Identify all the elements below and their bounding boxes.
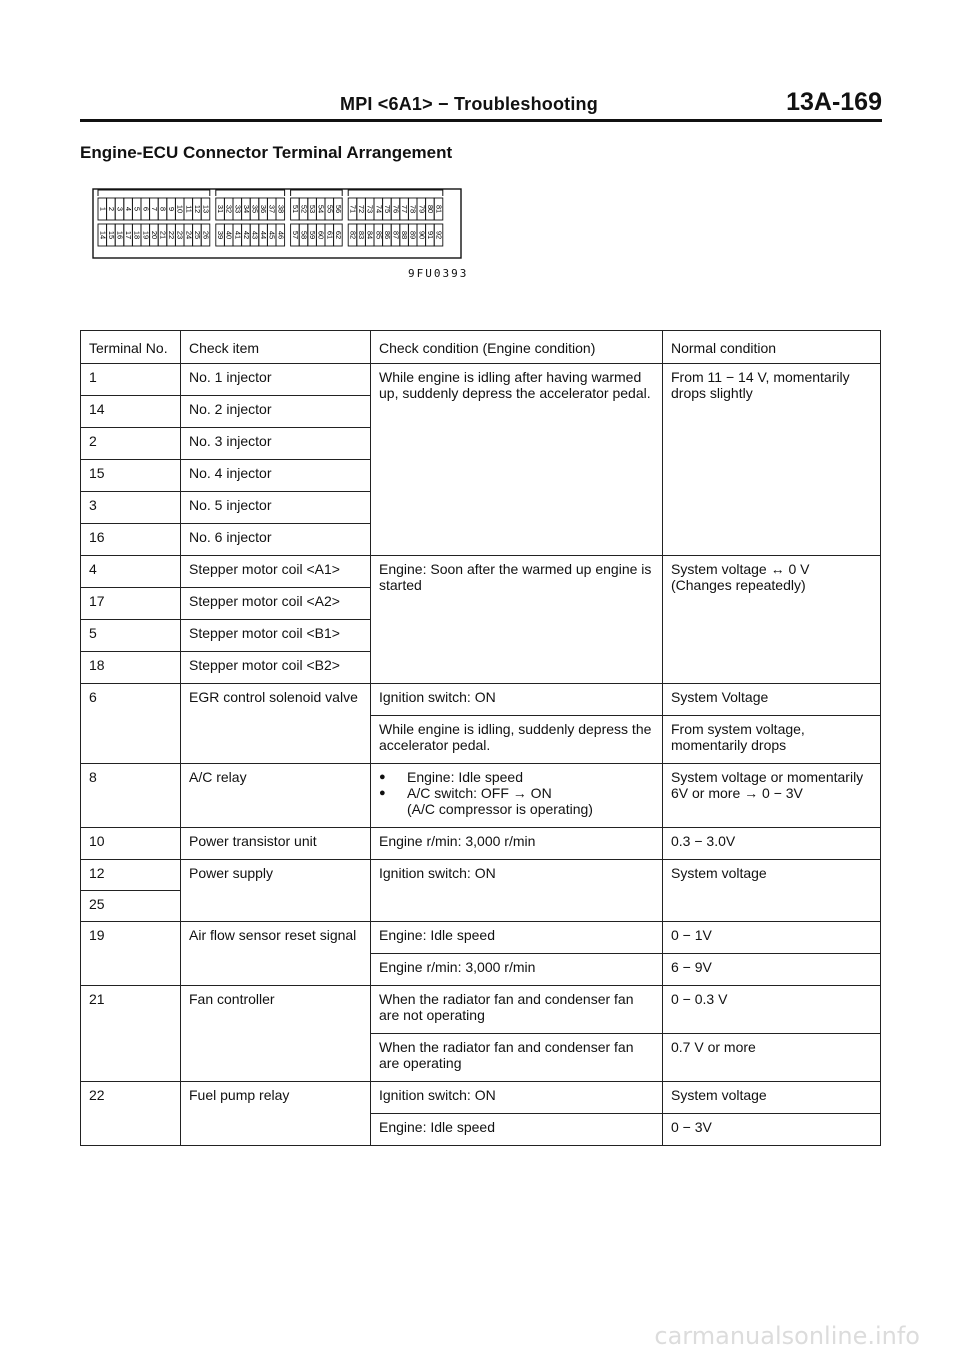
connector-terminal-number: 39 [216,230,226,240]
terminal-no: 18 [81,652,181,684]
connector-terminal-number: 84 [365,230,375,240]
check-condition: While engine is idling, suddenly depress the accelerator pedal. [371,716,663,764]
check-condition: Ignition switch: ON [371,684,663,716]
connector-terminal-number: 57 [290,230,300,240]
normal-condition: 0 − 1V [663,922,881,954]
check-item: No. 2 injector [181,396,371,428]
check-item: Stepper motor coil <A2> [181,588,371,620]
connector-terminal-number: 1 [98,206,108,212]
connector-terminal-number: 8 [158,206,168,212]
connector-terminal-number: 79 [417,204,427,214]
connector-terminal-number: 43 [250,230,260,240]
normal-condition: System voltage ↔ 0 V (Changes repeatedly) [663,556,881,684]
connector-terminal-number: 34 [241,204,251,214]
connector-terminal-number: 12 [192,204,202,214]
connector-terminal-number: 88 [400,230,410,240]
check-item: Stepper motor coil <B2> [181,652,371,684]
connector-terminal-number: 6 [141,206,151,212]
normal-condition: From system voltage, momentarily drops [663,716,881,764]
terminal-table [80,330,881,1146]
connector-terminal-number: 22 [167,230,177,240]
connector-terminal-number: 80 [425,204,435,214]
connector-terminal-number: 75 [382,204,392,214]
terminal-no: 14 [81,396,181,428]
connector-terminal-number: 78 [408,204,418,214]
header-normal-condition: Normal condition [663,331,881,364]
connector-block-bracket [291,190,343,196]
connector-terminal-number: 90 [417,230,427,240]
connector-terminal-number: 21 [158,230,168,240]
connector-terminal-number: 58 [299,230,309,240]
connector-terminal-number: 2 [106,206,116,212]
check-item: EGR control solenoid valve [181,684,371,764]
condition-bullet: ● A/C switch: OFF → ON [379,785,654,801]
connector-terminal-number: 72 [357,204,367,214]
connector-terminal-number: 38 [276,204,286,214]
connector-terminal-number: 46 [276,230,286,240]
table-row [81,684,881,716]
terminal-no: 17 [81,588,181,620]
normal-condition: 0 − 3V [663,1114,881,1146]
connector-terminal-number: 5 [132,206,142,212]
connector-terminal-number: 31 [216,204,226,214]
connector-terminal-number: 25 [192,230,202,240]
check-item: No. 3 injector [181,428,371,460]
check-condition: Engine: Idle speed [371,922,663,954]
table-row [81,922,881,954]
connector-terminal-number: 86 [382,230,392,240]
connector-terminal-number: 87 [391,230,401,240]
connector-terminal-number: 83 [357,230,367,240]
table-row [81,986,881,1034]
check-item: Fan controller [181,986,371,1082]
check-item: No. 1 injector [181,364,371,396]
page-header [80,88,882,122]
check-item: No. 4 injector [181,460,371,492]
watermark: carmanualsonline.info [654,1322,920,1350]
connector-terminal-number: 73 [365,204,375,214]
connector-terminal-number: 33 [233,204,243,214]
check-condition: Engine: Idle speed [371,1114,663,1146]
connector-terminal-number: 14 [98,230,108,240]
table-row [81,556,881,588]
connector-terminal-number: 85 [374,230,384,240]
check-condition [371,764,663,828]
normal-condition: 6 − 9V [663,954,881,986]
connector-terminal-number: 10 [175,204,185,214]
check-item: No. 5 injector [181,492,371,524]
connector-terminal-number: 41 [233,230,243,240]
connector-terminal-number: 60 [316,230,326,240]
connector-terminal-number: 61 [325,230,335,240]
terminal-no: 22 [81,1082,181,1146]
table-header-row [81,331,881,364]
check-condition: While engine is idling after having warmed up, suddenly depress the accelerator pedal. [371,364,663,556]
connector-terminal-number: 44 [259,230,269,240]
terminal-no: 25 [81,891,181,922]
connector-block-bracket [98,190,210,196]
connector-terminal-number: 32 [224,204,234,214]
connector-terminal-number: 77 [400,204,410,214]
connector-terminal-number: 26 [201,230,211,240]
connector-terminal-number: 74 [374,204,384,214]
check-item: Fuel pump relay [181,1082,371,1146]
terminal-no: 1 [81,364,181,396]
condition-note: (A/C compressor is operating) [407,801,593,817]
check-condition: When the radiator fan and condenser fan are operating [371,1034,663,1082]
table-row [81,364,881,396]
table-row [81,860,881,891]
normal-condition: 0 − 0.3 V [663,986,881,1034]
table-row [81,764,881,828]
connector-terminal-number: 52 [299,204,309,214]
connector-terminal-number: 37 [267,204,277,214]
check-item: Air flow sensor reset signal [181,922,371,986]
header-check-condition: Check condition (Engine condition) [371,331,663,364]
terminal-no: 2 [81,428,181,460]
check-condition: Engine r/min: 3,000 r/min [371,828,663,860]
connector-terminal-number: 40 [224,230,234,240]
connector-terminal-number: 53 [308,204,318,214]
connector-terminal-number: 55 [325,204,335,214]
header-check-item: Check item [181,331,371,364]
connector-terminal-number: 51 [290,204,300,214]
connector-terminal-number: 71 [348,204,358,214]
connector-terminal-number: 16 [115,230,125,240]
connector-terminal-number: 35 [250,204,260,214]
condition-bullet: ● Engine: Idle speed [379,769,654,785]
connector-terminal-number: 59 [308,230,318,240]
connector-terminal-number: 23 [175,230,185,240]
connector-terminal-number: 76 [391,204,401,214]
connector-terminal-number: 89 [408,230,418,240]
normal-condition: System Voltage [663,684,881,716]
connector-terminal-number: 36 [259,204,269,214]
connector-terminal-number: 82 [348,230,358,240]
check-condition: When the radiator fan and condenser fan are not operating [371,986,663,1034]
check-condition: Engine r/min: 3,000 r/min [371,954,663,986]
normal-condition: 0.3 − 3.0V [663,828,881,860]
terminal-no: 10 [81,828,181,860]
connector-terminal-number: 9 [167,206,177,212]
check-item: No. 6 injector [181,524,371,556]
page-number: 13A-169 [786,88,882,116]
check-item: Power transistor unit [181,828,371,860]
connector-terminal-number: 19 [141,230,151,240]
connector-terminal-number: 56 [333,204,343,214]
check-item: Power supply [181,860,371,922]
section-title: Engine-ECU Connector Terminal Arrangement [80,143,453,162]
table-row [81,1082,881,1114]
normal-condition: System voltage [663,860,881,922]
page-title: MPI <6A1> − Troubleshooting [340,94,598,114]
connector-terminal-number: 62 [333,230,343,240]
terminal-no: 12 [81,860,181,891]
normal-condition: 0.7 V or more [663,1034,881,1082]
figure-code: 9FU0393 [408,267,469,280]
header-terminal-no: Terminal No. [81,331,181,364]
connector-terminal-number: 13 [201,204,211,214]
connector-terminal-number: 91 [425,230,435,240]
terminal-no: 21 [81,986,181,1082]
normal-condition: System voltage [663,1082,881,1114]
connector-terminal-number: 45 [267,230,277,240]
check-condition: Ignition switch: ON [371,860,663,922]
connector-terminal-number: 24 [184,230,194,240]
connector-terminal-number: 7 [149,206,159,212]
terminal-no: 15 [81,460,181,492]
check-item: Stepper motor coil <A1> [181,556,371,588]
terminal-no: 5 [81,620,181,652]
terminal-no: 6 [81,684,181,764]
normal-condition: From 11 − 14 V, momentarily drops slightly [663,364,881,556]
table-row [81,828,881,860]
connector-terminal-number: 81 [434,204,444,214]
connector-terminal-number: 11 [184,205,194,213]
connector-terminal-number: 42 [241,230,251,240]
connector-terminal-number: 17 [124,230,134,240]
connector-block-bracket [348,190,443,196]
connector-block-bracket [216,190,285,196]
check-item: Stepper motor coil <B1> [181,620,371,652]
terminal-no: 3 [81,492,181,524]
connector-terminal-number: 4 [124,206,134,212]
terminal-no: 19 [81,922,181,986]
check-condition: Ignition switch: ON [371,1082,663,1114]
normal-condition: System voltage or momentarily 6V or more → 0 − 3V [663,764,881,828]
connector-diagram [92,182,462,260]
check-item: A/C relay [181,764,371,828]
connector-terminal-number: 54 [316,204,326,214]
terminal-no: 4 [81,556,181,588]
connector-terminal-number: 20 [149,230,159,240]
connector-terminal-number: 3 [115,206,125,212]
connector-terminal-number: 15 [106,230,116,240]
connector-terminal-number: 18 [132,230,142,240]
terminal-no: 8 [81,764,181,828]
terminal-no: 16 [81,524,181,556]
connector-terminal-number: 92 [434,230,444,240]
check-condition: Engine: Soon after the warmed up engine is started [371,556,663,684]
